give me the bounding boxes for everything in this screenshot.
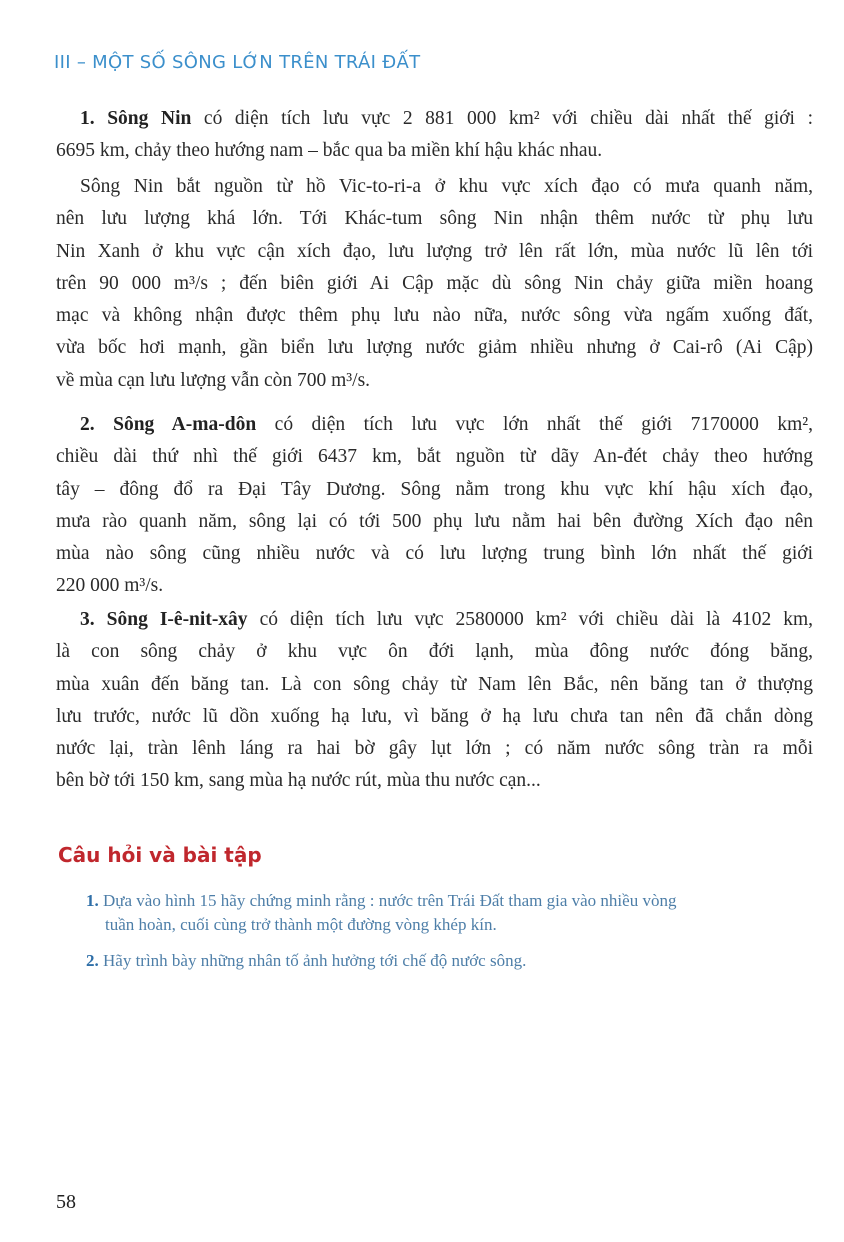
questions-title: Câu hỏi và bài tập bbox=[58, 843, 262, 867]
text-line: Sông Nin bắt nguồn từ hồ Vic-to-ri-a ở khu vực xích đạo có mưa quanh năm, bbox=[80, 176, 813, 197]
river-title: 1. Sông Nin bbox=[80, 108, 192, 129]
text-line: nước lại, tràn lênh láng ra hai bờ gây lụt lớn ; có năm nước sông tràn ra mỗi bbox=[56, 738, 813, 760]
section-heading: III – MỘT SỐ SÔNG LỚN TRÊN TRÁI ĐẤT bbox=[54, 52, 421, 73]
page-number: 58 bbox=[56, 1191, 76, 1213]
text-line: bên bờ tới 150 km, sang mùa hạ nước rút, mùa thu nước cạn... bbox=[56, 770, 541, 792]
text-line: là con sông chảy ở khu vực ôn đới lạnh, mùa đông nước đóng băng, bbox=[56, 641, 813, 663]
paragraph-yenisei bbox=[56, 604, 813, 798]
text-line: về mùa cạn lưu lượng vẫn còn 700 m³/s. bbox=[56, 369, 371, 391]
text-line: mùa nào sông cũng nhiều nước và có lưu lượng trung bình lớn nhất thế giới bbox=[56, 543, 813, 565]
text-line: lưu trước, nước lũ dồn xuống hạ lưu, vì băng ở hạ lưu chưa tan nên đã chắn dòng bbox=[56, 705, 813, 727]
river-title: 2. Sông A-ma-dôn bbox=[80, 414, 257, 435]
paragraph-nile-intro bbox=[56, 103, 813, 168]
text-line: 1. Sông Nin có diện tích lưu vực 2 881 000 km² với chiều dài nhất thế giới : bbox=[80, 108, 813, 129]
text-line: mạc và không nhận được thêm phụ lưu nào nữa, nước sông vừa ngấm xuống đất, bbox=[56, 305, 813, 327]
text-line: tây – đông đổ ra Đại Tây Dương. Sông nằm trong khu vực khí hậu xích đạo, bbox=[56, 478, 813, 500]
paragraph-nile-detail bbox=[56, 171, 813, 397]
question-item: 1. Dựa vào hình 15 hãy chứng minh rằng : nước trên Trái Đất tham gia vào nhiều vòng tuần hoàn, cuối cùng trở thành một đường vòng khép kín. bbox=[86, 891, 677, 934]
text-line: 220 000 m³/s. bbox=[56, 575, 164, 597]
text-line: 2. Sông A-ma-dôn có diện tích lưu vực lớn nhất thế giới 7170000 km², bbox=[80, 414, 814, 435]
text-line: chiều dài thứ nhì thế giới 6437 km, bắt nguồn từ dãy An-đét chảy theo hướng bbox=[56, 446, 813, 468]
text-line: 3. Sông I-ê-nit-xây có diện tích lưu vực 2580000 km² với chiều dài là 4102 km, bbox=[80, 609, 813, 630]
text-line: Nin Xanh ở khu vực cận xích đạo, lưu lượng trở lên rất lớn, mùa nước lũ lên tới bbox=[56, 240, 813, 262]
question-item: 2. Hãy trình bày những nhân tố ảnh hưởng tới chế độ nước sông. bbox=[86, 951, 527, 970]
text-line: nên lưu lượng khá lớn. Tới Khác-tum sông Nin nhận thêm nước từ phụ lưu bbox=[56, 208, 813, 230]
text-line: trên 90 000 m³/s ; đến biên giới Ai Cập mặc dù sông Nin chảy giữa miền hoang bbox=[56, 272, 813, 294]
question-number: 1. bbox=[86, 891, 99, 910]
text-line: vừa bốc hơi mạnh, gần biển lưu lượng nước giảm nhiều nhưng ở Cai-rô (Ai Cập) bbox=[56, 337, 813, 359]
text-line: mùa xuân đến băng tan. Là con sông chảy từ Nam lên Bắc, nên băng tan ở thượng bbox=[56, 673, 813, 695]
text-line: mưa rào quanh năm, sông lại có tới 500 phụ lưu nằm hai bên đường Xích đạo nên bbox=[56, 510, 813, 532]
paragraph-amazon bbox=[56, 409, 813, 603]
river-title: 3. Sông I-ê-nit-xây bbox=[80, 609, 248, 630]
text-line: 6695 km, chảy theo hướng nam – bắc qua ba miền khí hậu khác nhau. bbox=[56, 140, 603, 162]
question-number: 2. bbox=[86, 951, 99, 970]
